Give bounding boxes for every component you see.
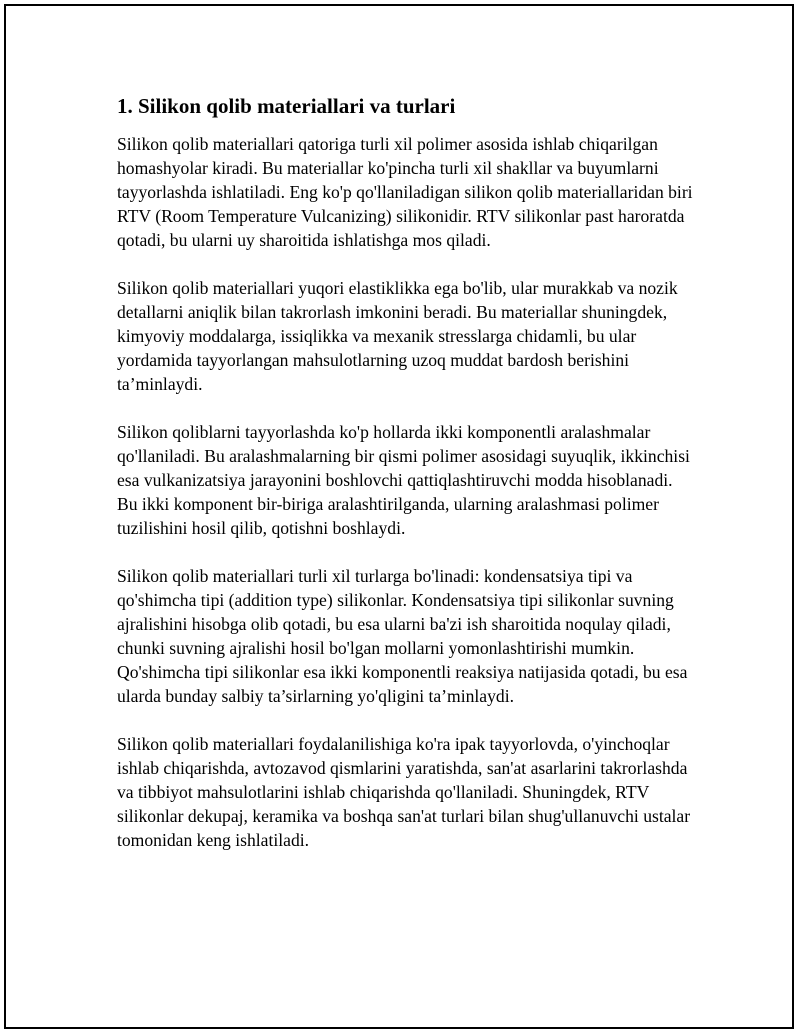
section-heading: 1. Silikon qolib materiallari va turlari (117, 94, 456, 118)
paragraph-two-component: Silikon qoliblarni tayyorlashda ko'p hollarda ikki komponentli aralashmalar qo'llaniladi. Bu aralashmalarning bir qismi polimer asosidagi suyuqlik, ikkinchisi esa vulkanizatsiya jarayonini boshlovchi qattiqlashtiruvchi modda hisoblanadi. Bu ikki komponent bir-biriga aralashtirilganda, ularning aralashmasi polimer tuzilishini hosil qilib, qotishni boshlaydi. (117, 422, 690, 538)
paragraph-types: Silikon qolib materiallari turli xil turlarga bo'linadi: kondensatsiya tipi va qo'shimcha tipi (addition type) silikonlar. Kondensatsiya tipi silikonlar suvning ajralishini hisobga olib qotadi, bu esa ularni ba'zi ish sharoitida noqulay qiladi, chunki suvning ajralishi hosil bo'lgan mollarni yomonlashtirishi mumkin. Qo'shimcha tipi silikonlar esa ikki komponentli reaksiya natijasida qotadi, bu esa ularda bunday salbiy ta’sirlarning yo'qligini ta’minlaydi. (117, 566, 688, 706)
paragraph-elasticity: Silikon qolib materiallari yuqori elastiklikka ega bo'lib, ular murakkab va nozik detallarni aniqlik bilan takrorlash imkonini beradi. Bu materiallar shuningdek, kimyoviy moddalarga, issiqlikka va mexanik stresslarga chidamli, bu ular yordamida tayyorlangan mahsulotlarning uzoq muddat bardosh berishini ta’minlaydi. (117, 278, 678, 394)
paragraph-rtv-intro: Silikon qolib materiallari qatoriga turli xil polimer asosida ishlab chiqarilgan homashyolar kiradi. Bu materiallar ko'pincha turli xil shakllar va buyumlarni tayyorlashda ishlatiladi. Eng ko'p qo'llaniladigan silikon qolib materiallaridan biri RTV (Room Temperature Vulcanizing) silikonidir. RTV silikonlar past haroratda qotadi, bu ularni uy sharoitida ishlatishga mos qiladi. (117, 134, 693, 250)
document-body (117, 93, 697, 876)
paragraph-applications: Silikon qolib materiallari foydalanilishiga ko'ra ipak tayyorlovda, o'yinchoqlar ishlab chiqarishda, avtozavod qismlarini yaratishda, san'at asarlarini takrorlashda va tibbiyot mahsulotlarini ishlab chiqarishda qo'llaniladi. Shuningdek, RTV silikonlar dekupaj, keramika va boshqa san'at turlari bilan shug'ullanuvchi ustalar tomonidan keng ishlatiladi. (117, 734, 691, 850)
